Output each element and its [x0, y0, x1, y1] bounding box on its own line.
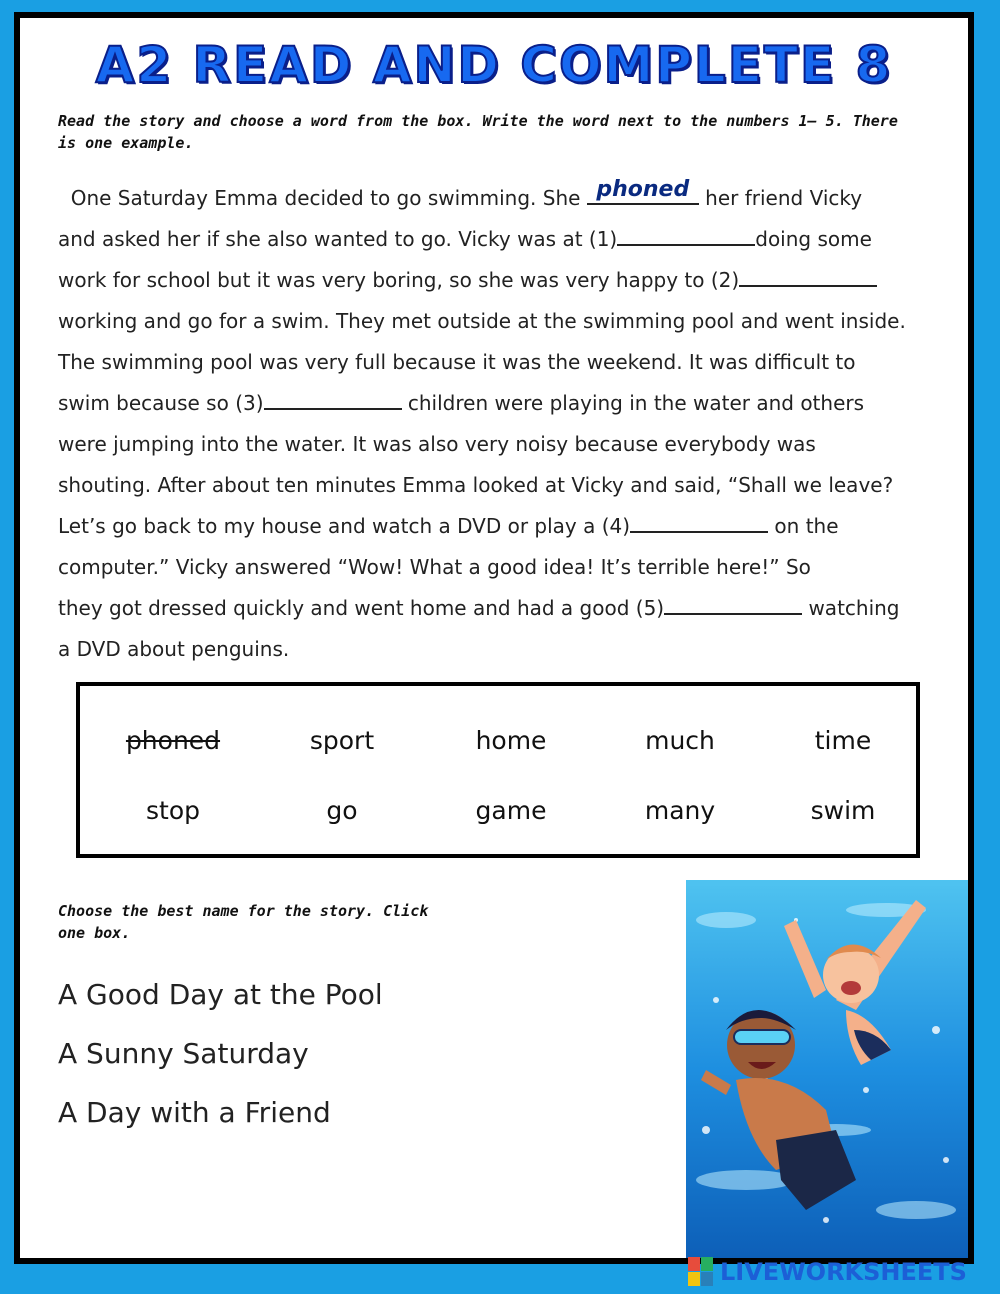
- word-box-item: go: [326, 796, 358, 825]
- story-text-segment: her friend Vicky: [698, 186, 863, 210]
- word-box-item: game: [475, 796, 547, 825]
- choose-title-instruction: Choose the best name for the story. Click one box.: [58, 902, 429, 942]
- story-text-segment: they got dressed quickly and went home and had a good (5): [58, 596, 665, 620]
- liveworksheets-logo-icon: [688, 1257, 714, 1287]
- story-text-segment: One Saturday Emma decided to go swimming. She: [70, 186, 587, 210]
- story-text-segment: children were playing in the water and others: [401, 391, 865, 415]
- brand-name: LIVEWORKSHEETS: [720, 1258, 967, 1286]
- word-box-item: home: [475, 726, 547, 755]
- answer-blank-3[interactable]: [264, 386, 402, 410]
- story-text: [58, 178, 958, 670]
- word-box-item: time: [814, 726, 872, 755]
- title-option-a[interactable]: A Good Day at the Pool: [58, 978, 383, 1011]
- answer-blank-2[interactable]: [739, 263, 877, 287]
- story-line: The swimming pool was very full because it was the weekend. It was difficult to: [58, 350, 856, 374]
- story-line: [58, 260, 958, 301]
- example-answer-blank: [587, 177, 699, 205]
- worksheet-page: [14, 12, 974, 1264]
- story-line: working and go for a swim. They met outside at the swimming pool and went inside.: [58, 309, 906, 333]
- story-text-segment: on the: [768, 514, 839, 538]
- answer-blank-1[interactable]: [617, 222, 755, 246]
- story-text-segment: watching: [802, 596, 900, 620]
- word-box-item: sport: [309, 726, 375, 755]
- example-answer: phoned: [596, 177, 690, 202]
- story-line: a DVD about penguins.: [58, 637, 290, 661]
- word-box-item: stop: [146, 796, 200, 825]
- page-title: A2 READ AND COMPLETE 8: [95, 36, 893, 94]
- word-box-item: many: [644, 796, 716, 825]
- story-text-segment: swim because so (3): [58, 391, 264, 415]
- word-box-item: phoned: [125, 726, 221, 755]
- story-line: [58, 506, 958, 547]
- swimming-children-illustration: [686, 880, 968, 1258]
- title-option-c[interactable]: A Day with a Friend: [58, 1096, 331, 1129]
- story-line: [58, 588, 958, 629]
- story-line: [58, 383, 958, 424]
- story-text-segment: and asked her if she also wanted to go. Vicky was at (1): [58, 227, 618, 251]
- story-line: shouting. After about ten minutes Emma looked at Vicky and said, “Shall we leave?: [58, 473, 894, 497]
- story-line: computer.” Vicky answered “Wow! What a good idea! It’s terrible here!” So: [58, 555, 811, 579]
- liveworksheets-brand: [688, 1256, 967, 1288]
- story-line: [58, 178, 958, 219]
- story-text-segment: Let’s go back to my house and watch a DVD or play a (4): [58, 514, 631, 538]
- word-box-item: much: [645, 726, 715, 755]
- instructions: Read the story and choose a word from the box. Write the word next to the numbers 1– 5. There is one example.: [58, 112, 898, 152]
- word-box-item: swim: [810, 796, 876, 825]
- story-text-segment: work for school but it was very boring, so she was very happy to (2): [58, 268, 740, 292]
- story-line: [58, 219, 958, 260]
- story-text-segment: doing some: [755, 227, 872, 251]
- word-box: [76, 682, 920, 858]
- story-line: were jumping into the water. It was also very noisy because everybody was: [58, 432, 816, 456]
- title-option-b[interactable]: A Sunny Saturday: [58, 1037, 309, 1070]
- answer-blank-4[interactable]: [630, 509, 768, 533]
- answer-blank-5[interactable]: [664, 591, 802, 615]
